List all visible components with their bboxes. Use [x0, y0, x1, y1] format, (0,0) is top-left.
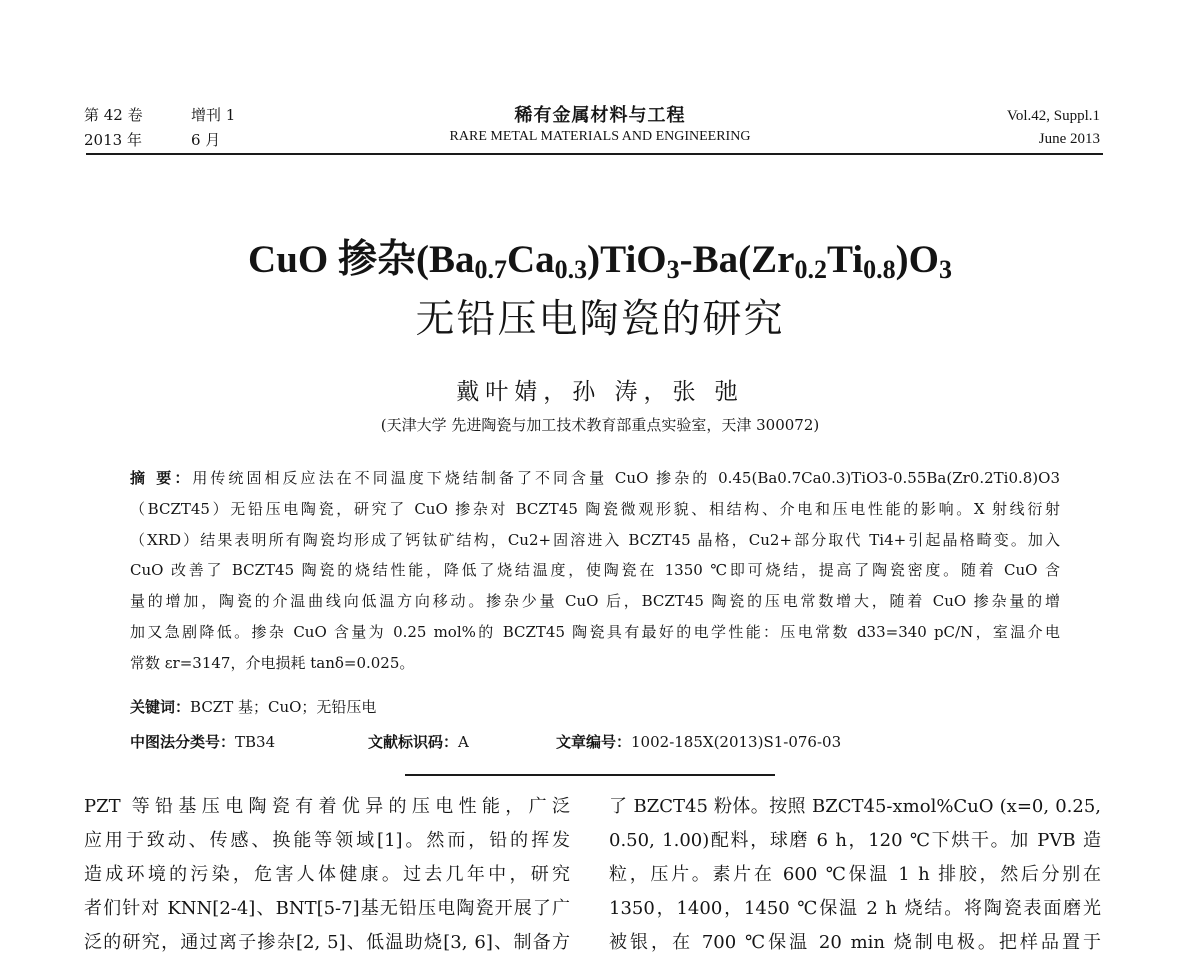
body-line: 泛的研究，通过离子掺杂[2, 5]、低温助烧[3, 6]、制备方	[84, 932, 570, 953]
paper-title-line-2: 无铅压电陶瓷的研究	[415, 297, 785, 342]
volume-en: Vol.42, Suppl.1	[1006, 108, 1100, 124]
body-line: 应用于致动、传感、换能等领域[1]。然而，铅的挥发	[84, 830, 570, 851]
journal-title-en: RARE METAL MATERIALS AND ENGINEERING	[449, 129, 751, 144]
authors: 戴叶婧，孙 涛，张 弛	[456, 379, 744, 405]
document-code: 文献标识码：A	[368, 733, 469, 751]
abstract-line: 常数 εr=3147，介电损耗 tanδ=0.025。	[130, 653, 415, 672]
keywords-label: 关键词：	[130, 698, 191, 716]
body-column-right	[609, 790, 1101, 960]
abstract-line: CuO 改善了 BCZT45 陶瓷的烧结性能，降低了烧结温度，使陶瓷在 1350 ℃即可烧结，提高了陶瓷密度。随着 CuO 含	[130, 561, 1060, 580]
body-line: 粒，压片。素片在 600 ℃保温 1 h 排胶，然后分别在	[609, 864, 1101, 885]
supplement-cn: 增刊 1	[191, 106, 236, 124]
volume-cn: 第 42 卷	[84, 106, 143, 124]
paper-title-line-1: CuO 掺杂$(Ba_{0.7}Ca_{0.3})TiO_3-Ba(Zr_{0.2}Ti_{0.8})O_3$	[248, 238, 952, 284]
affiliation: (天津大学 先进陶瓷与加工技术教育部重点实验室，天津 300072)	[380, 416, 820, 434]
section-divider	[405, 774, 775, 776]
year-cn: 2013 年	[84, 131, 142, 149]
body-line: 造成环境的污染，危害人体健康。过去几年中，研究	[84, 864, 570, 885]
body-line: PZT 等铅基压电陶瓷有着优异的压电性能，广泛	[84, 796, 570, 817]
keywords	[130, 696, 376, 717]
body-line: 被银，在 700 ℃保温 20 min 烧制电极。把样品置于	[609, 932, 1101, 953]
abstract	[130, 463, 1060, 679]
header-rule	[86, 153, 1103, 155]
keywords-text: BCZT 基；CuO；无铅压电	[190, 698, 377, 716]
body-line: 者们针对 KNN[2-4]、BNT[5-7]基无铅压电陶瓷开展了广	[84, 898, 570, 919]
journal-title-cn: 稀有金属材料与工程	[514, 105, 686, 126]
abstract-line: （BCZT45）无铅压电陶瓷，研究了 CuO 掺杂对 BCZT45 陶瓷微观形貌、相结构、介电和压电性能的影响。X 射线衍射	[130, 499, 1060, 518]
clc-number: 中图法分类号：TB34	[130, 733, 276, 751]
body-line: 了 BZCT45 粉体。按照 BZCT45-xmol%CuO (x=0, 0.25,	[609, 796, 1101, 817]
abstract-line: （XRD）结果表明所有陶瓷均形成了钙钛矿结构，Cu2+固溶进入 BCZT45 晶格，Cu2+部分取代 Ti4+引起晶格畸变。加入	[130, 530, 1060, 549]
month-cn: 6 月	[191, 131, 221, 149]
body-column-left	[84, 790, 570, 960]
date-en: June 2013	[1038, 131, 1100, 147]
body-line: 1350，1400，1450 ℃保温 2 h 烧结。将陶瓷表面磨光	[609, 898, 1101, 919]
article-number: 文章编号：1002-185X(2013)S1-076-03	[556, 733, 842, 751]
body-line: 0.50, 1.00)配料，球磨 6 h，120 ℃下烘干。加 PVB 造	[609, 830, 1101, 851]
abstract-line: 加又急剧降低。掺杂 CuO 含量为 0.25 mol%的 BCZT45 陶瓷具有最好的电学性能：压电常数 d33=340 pC/N，室温介电	[130, 622, 1060, 641]
abstract-line: 量的增加，陶瓷的介温曲线向低温方向移动。掺杂少量 CuO 后，BCZT45 陶瓷的压电常数增大，随着 CuO 掺杂量的增	[130, 592, 1060, 611]
abstract-line: 摘 要：用传统固相反应法在不同温度下烧结制备了不同含量 CuO 掺杂的 0.45(Ba0.7Ca0.3)TiO3-0.55Ba(Zr0.2Ti0.8)O3	[130, 469, 1060, 487]
abstract-label: 摘 要：	[130, 469, 193, 487]
